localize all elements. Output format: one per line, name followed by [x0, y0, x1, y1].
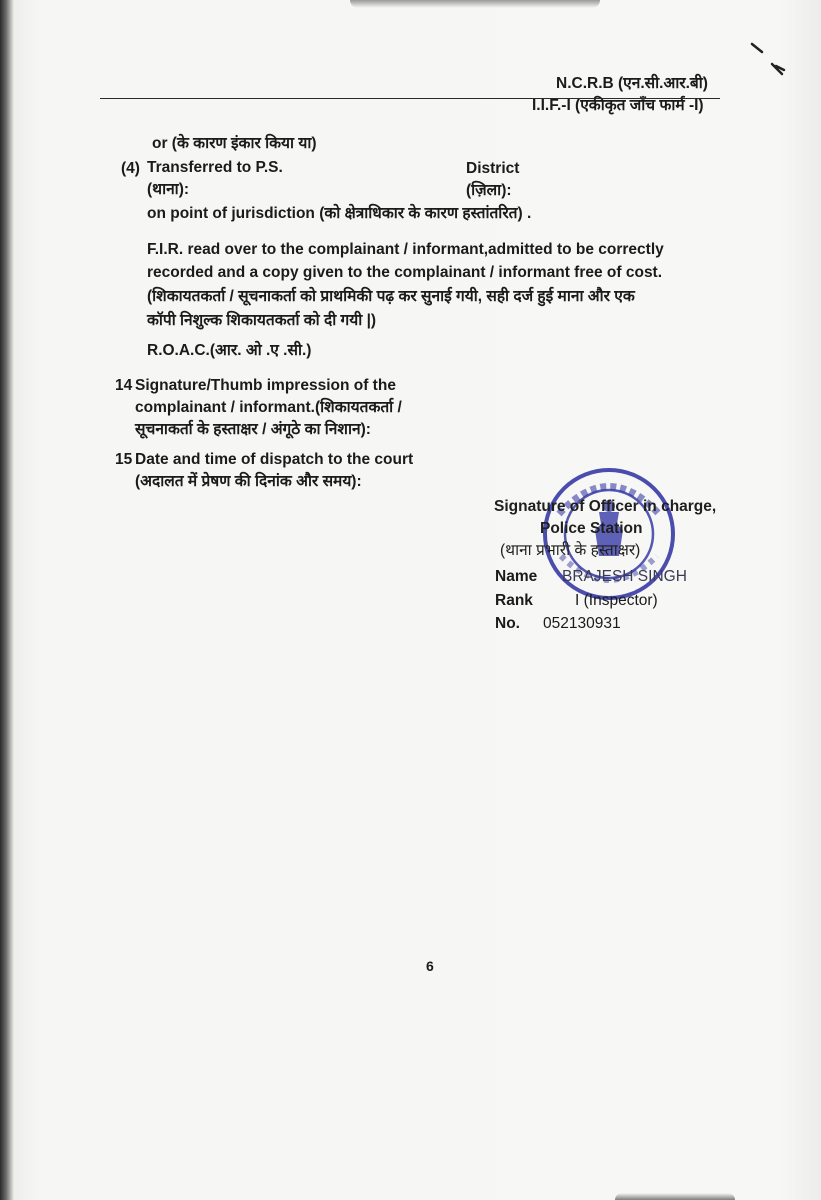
refused-line: or (के कारण इंकार किया या): [152, 135, 317, 152]
fir-line-1: F.I.R. read over to the complainant / informant,admitted to be correctly: [147, 241, 664, 258]
item15-number: 15: [115, 451, 133, 468]
scan-smudge: [350, 0, 600, 8]
header-iif: I.I.F.-I (एकीकृत जाँच फार्म -I): [532, 97, 704, 114]
rank-label: Rank: [495, 592, 533, 609]
transferred-label: Transferred to P.S.: [147, 159, 283, 176]
header-ncrb: N.C.R.B (एन.सी.आर.बी): [556, 75, 708, 92]
fir-hindi-line-1: (शिकायतकर्ता / सूचनाकर्ता को प्राथमिकी पढ़ कर सुनाई गयी, सही दर्ज हुई माना और एक: [147, 288, 635, 305]
no-label: No.: [495, 615, 520, 632]
signature-label: Signature of Officer in charge,: [494, 498, 717, 515]
rank-value: I (Inspector): [575, 592, 658, 609]
item4-number: (4): [121, 160, 140, 177]
fir-line-2: recorded and a copy given to the complainant / informant free of cost.: [147, 264, 663, 281]
station-label: Police Station: [540, 520, 643, 537]
name-label: Name: [495, 568, 538, 585]
no-value: 052130931: [543, 615, 621, 632]
fir-hindi-line-2: कॉपी निशुल्क शिकायतकर्ता को दी गयी |): [147, 312, 377, 329]
item14-line-2: complainant / informant.(शिकायतकर्ता /: [135, 399, 402, 416]
thana-label: (थाना):: [147, 181, 190, 198]
item15-line-2: (अदालत में प्रेषण की दिनांक और समय):: [135, 473, 362, 490]
item14-line-1: Signature/Thumb impression of the: [135, 377, 396, 394]
item14-number: 14: [115, 377, 133, 394]
name-value: BRAJESH SINGH: [562, 568, 687, 585]
roac-line: R.O.A.C.(आर. ओ .ए .सी.): [147, 342, 312, 359]
corner-pen-mark-icon: [748, 40, 788, 80]
page-edge-shadow: [0, 0, 14, 1200]
zila-label: (ज़िला):: [466, 182, 512, 199]
header-rule: [100, 98, 720, 99]
scan-bottom-mark: [615, 1193, 735, 1200]
station-hindi-label: (थाना प्रभारी के हस्ताक्षर): [500, 542, 641, 559]
page-number: 6: [426, 958, 434, 974]
item15-line-1: Date and time of dispatch to the court: [135, 451, 414, 468]
district-label: District: [466, 160, 520, 177]
item14-line-3: सूचनाकर्ता के हस्ताक्षर / अंगूठे का निशान):: [135, 421, 371, 438]
jurisdiction-line: on point of jurisdiction (को क्षेत्राधिकार के कारण हस्तांतरित) .: [147, 205, 532, 222]
